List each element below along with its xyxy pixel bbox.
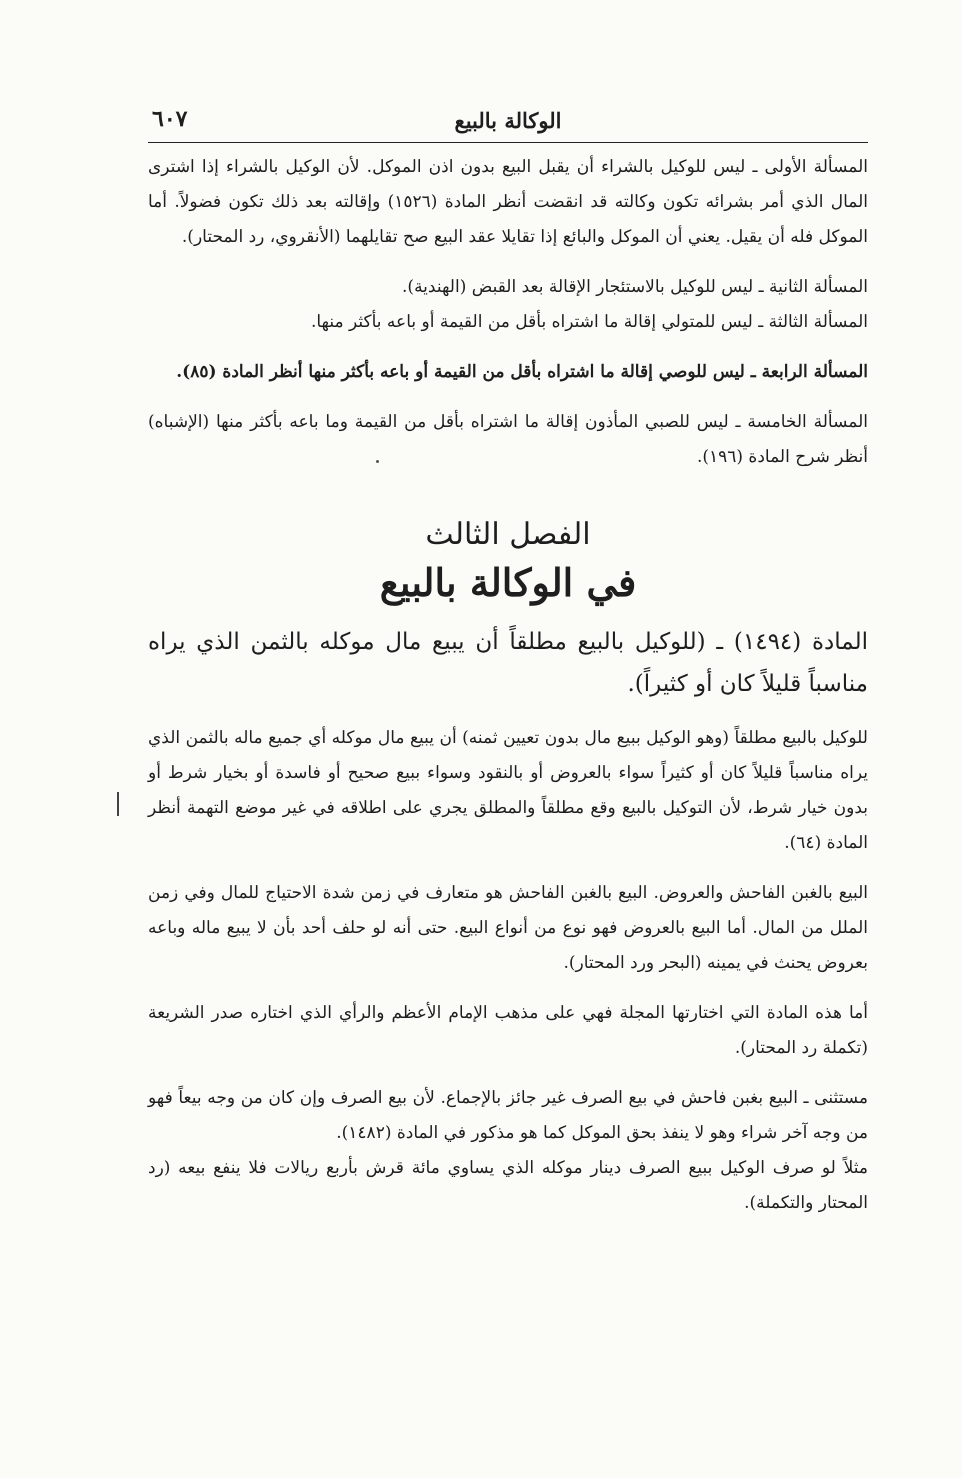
chapter-heading bbox=[148, 515, 868, 611]
issue-two-paragraph: المسألة الثانية ـ ليس للوكيل بالاستئجار الإقالة بعد القبض (الهندية). bbox=[402, 277, 868, 297]
issue-one-paragraph: المسألة الأولى ـ ليس للوكيل بالشراء أن يقبل البيع بدون اذن الموكل. لأن الوكيل بالشراء إذا اشترى المال الذي أمر بشرائه تكون وكالته قد انقضت أنظر المادة (١٥٢٦) وإقالته بعد ذلك تكون فضولاً. أما الموكل فله أن يقيل. يعني أن الموكل والبائع إذا تقايلا عقد البيع صح تقايلهما (الأنقروي، رد المحتار). bbox=[148, 157, 869, 247]
running-title: الوكالة بالبيع bbox=[454, 108, 562, 133]
margin-mark bbox=[117, 792, 119, 816]
commentary-paragraph: أما هذه المادة التي اختارتها المجلة فهي على مذهب الإمام الأعظم والرأي الذي اختاره صدر الشريعة (تكملة رد المحتار). bbox=[148, 1003, 868, 1058]
page-body bbox=[148, 150, 868, 1221]
example-paragraph: مثلاً لو صرف الوكيل ببيع الصرف دينار موكله الذي يساوي مائة قرش بأربع ريالات فلا ينفع بيعه (رد المحتار والتكملة). bbox=[148, 1158, 868, 1213]
issue-three-paragraph: المسألة الثالثة ـ ليس للمتولي إقالة ما اشتراه بأقل من القيمة أو باعه بأكثر منها. bbox=[310, 312, 868, 332]
issue-five-paragraph: المسألة الخامسة ـ ليس للصبي المأذون إقالة ما اشتراه بأقل من القيمة وما باعه بأكثر منها (الإشباه) أنظر شرح المادة (١٩٦). bbox=[148, 412, 868, 467]
page-header bbox=[148, 104, 868, 143]
page-number: ٦٠٧ bbox=[152, 106, 188, 132]
chapter-subtitle: في الوكالة بالبيع bbox=[379, 560, 637, 605]
commentary-paragraph: للوكيل بالبيع مطلقاً (وهو الوكيل ببيع مال بدون تعيين ثمنه) أن يبيع مال موكله أي جميع ماله بالثمن الذي يراه مناسباً قليلاً كان أو كثيراً سواء بالعروض أو بالنقود وسواء ببيع صحيح أو فاسدة أو بخيار شرط أو بدون خيار شرط، لأن التوكيل بالبيع وقع مطلقاً والمطلق يجري على اطلاقه في غير موضع التهمة أنظر المادة (٦٤). bbox=[148, 728, 868, 853]
chapter-title: الفصل الثالث bbox=[425, 517, 591, 552]
article-1494-text: المادة (١٤٩٤) ـ (للوكيل بالبيع مطلقاً أن يبيع مال موكله بالثمن الذي يراه مناسباً قليلاً كان أو كثيراً). bbox=[148, 629, 869, 697]
exception-paragraph: مستثنى ـ البيع بغبن فاحش في بيع الصرف غير جائز بالإجماع. لأن بيع الصرف وإن كان من وجه بيعاً فهو من وجه آخر شراء وهو لا ينفذ بحق الموكل كما هو مذكور في المادة (١٤٨٢). bbox=[148, 1088, 868, 1143]
issue-four-paragraph: المسألة الرابعة ـ ليس للوصي إقالة ما اشتراه بأقل من القيمة أو باعه بأكثر منها أنظر المادة (٨٥). bbox=[176, 362, 868, 382]
commentary-paragraph: البيع بالغبن الفاحش والعروض. البيع بالغبن الفاحش هو متعارف في زمن شدة الاحتياج للمال وفي زمن الملل من المال. أما البيع بالعروض فهو نوع من أنواع البيع. حتى أنه لو حلف أحد بأن لا يبيع ماله وباعه بعروض يحنث في يمينه (البحر ورد المحتار). bbox=[148, 883, 868, 973]
